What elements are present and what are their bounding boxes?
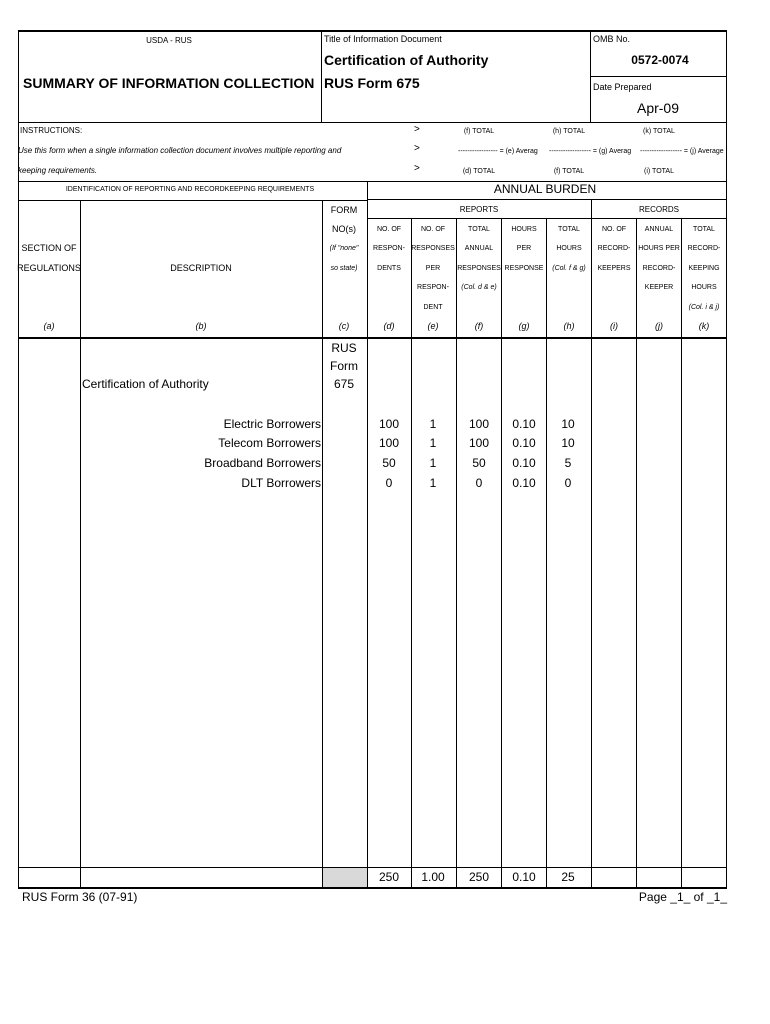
- form-no-line3: 675: [333, 377, 355, 391]
- description-text: Certification of Authority: [82, 377, 209, 391]
- row-electric-g: 0.10: [512, 417, 536, 431]
- col-c-letter: (c): [338, 321, 350, 331]
- eq-j-average: ------------------ = (j) Average: [640, 148, 724, 155]
- arrow-2: >: [414, 143, 420, 154]
- col-e-header-l4: RESPON-: [417, 284, 449, 291]
- col-f-header-l2: ANNUAL: [464, 245, 494, 252]
- col-k-letter: (k): [698, 321, 710, 331]
- i-total-label: (i) TOTAL: [644, 168, 674, 175]
- row-telecom-e: 1: [429, 436, 437, 450]
- col-f-letter: (f): [474, 321, 484, 331]
- row-dlt-f: 0: [475, 476, 483, 490]
- form-summary-title: SUMMARY OF INFORMATION COLLECTION: [23, 75, 315, 91]
- doc-title-label: Title of Information Document: [324, 34, 442, 44]
- col-h-header-l3: (Col. f & g): [552, 265, 586, 272]
- col-i-header-l2: RECORD-: [597, 245, 631, 252]
- col-d-header-l3: DENTS: [377, 265, 401, 272]
- footer-form-id: RUS Form 36 (07-91): [22, 890, 138, 904]
- col-k-header-l2: RECORD-: [687, 245, 721, 252]
- col-e-letter: (e): [427, 321, 439, 331]
- eq-e-average: ----------------- = (e) Averag: [458, 148, 538, 155]
- footer-page-number: Page _1_ of _1_: [638, 890, 727, 904]
- col-i-letter: (i): [610, 321, 618, 331]
- annual-burden-heading: ANNUAL BURDEN: [493, 182, 597, 196]
- col-a-letter: (a): [43, 321, 55, 331]
- col-h-header-l2: HOURS: [556, 245, 582, 252]
- col-g-header-l1: HOURS: [511, 226, 537, 233]
- date-prepared-value: Apr-09: [636, 100, 680, 116]
- row-broadband-g: 0.10: [512, 456, 536, 470]
- row-broadband-d: 50: [382, 456, 396, 470]
- col-j-header-l4: KEEPER: [644, 284, 674, 291]
- h-total-label: (h) TOTAL: [552, 128, 586, 135]
- col-h-letter: (h): [563, 321, 575, 331]
- col-c-header-l3: (If "none": [329, 245, 359, 252]
- arrow-1: >: [414, 124, 420, 135]
- col-g-header-l2: PER: [516, 245, 532, 252]
- col-g-letter: (g): [518, 321, 530, 331]
- row-dlt-e: 1: [429, 476, 437, 490]
- form-total-shaded-cell: [323, 868, 367, 887]
- d-total-label: (d) TOTAL: [462, 168, 496, 175]
- doc-title-line2: RUS Form 675: [324, 75, 420, 91]
- row-broadband-f: 50: [472, 456, 486, 470]
- row-telecom-f: 100: [468, 436, 490, 450]
- col-k-header-l1: TOTAL: [693, 226, 715, 233]
- row-label-electric: Electric Borrowers: [223, 417, 321, 431]
- reports-heading: REPORTS: [459, 205, 499, 214]
- total-e: 1.00: [421, 870, 445, 884]
- col-c-header-l2: NO(s): [332, 224, 356, 234]
- col-j-header-l3: RECORD-: [642, 265, 676, 272]
- col-e-header-l3: PER: [425, 265, 441, 272]
- col-d-letter: (d): [383, 321, 395, 331]
- doc-title-line1: Certification of Authority: [324, 52, 489, 68]
- total-h: 25: [561, 870, 575, 884]
- col-e-header-l5: DENT: [423, 304, 443, 311]
- instructions-line1: Use this form when a single information collection document involves multiple reporting and: [18, 146, 342, 155]
- col-f-header-l3: RESPONSES: [457, 265, 501, 272]
- row-telecom-g: 0.10: [512, 436, 536, 450]
- col-k-header-l5: (Col. i & j): [688, 304, 720, 311]
- row-electric-h: 10: [561, 417, 575, 431]
- row-electric-e: 1: [429, 417, 437, 431]
- identification-heading: IDENTIFICATION OF REPORTING AND RECORDKEEPING REQUIREMENTS: [65, 186, 315, 193]
- col-k-header-l4: HOURS: [691, 284, 717, 291]
- instructions-line2: keeping requirements.: [18, 166, 98, 175]
- col-i-header-l1: NO. OF: [601, 226, 627, 233]
- eq-g-average: ------------------ = (g) Averag: [549, 148, 632, 155]
- records-heading: RECORDS: [638, 205, 680, 214]
- col-j-letter: (j): [655, 321, 663, 331]
- row-dlt-h: 0: [564, 476, 572, 490]
- row-label-telecom: Telecom Borrowers: [218, 436, 321, 450]
- row-dlt-g: 0.10: [512, 476, 536, 490]
- form-no-line1: RUS: [331, 341, 357, 355]
- col-b-letter: (b): [195, 321, 207, 331]
- col-b-header: DESCRIPTION: [170, 263, 232, 273]
- omb-label: OMB No.: [593, 34, 631, 44]
- row-electric-f: 100: [468, 417, 490, 431]
- agency-label: USDA - RUS: [146, 36, 192, 45]
- col-j-header-l1: ANNUAL: [644, 226, 674, 233]
- f-total-label: (f) TOTAL: [463, 128, 495, 135]
- instructions-label: INSTRUCTIONS:: [20, 126, 83, 135]
- col-i-header-l3: KEEPERS: [597, 265, 631, 272]
- col-j-header-l2: HOURS PER: [638, 245, 680, 252]
- col-d-header-l1: NO. OF: [376, 226, 402, 233]
- arrow-3: >: [414, 163, 420, 174]
- col-g-header-l3: RESPONSE: [504, 265, 544, 272]
- col-e-header-l2: RESPONSES: [411, 245, 455, 252]
- row-label-broadband: Broadband Borrowers: [204, 456, 321, 470]
- row-broadband-h: 5: [564, 456, 572, 470]
- omb-number: 0572-0074: [631, 53, 689, 67]
- row-broadband-e: 1: [429, 456, 437, 470]
- col-f-header-l4: (Col. d & e): [461, 284, 497, 291]
- row-electric-d: 100: [378, 417, 400, 431]
- col-c-header-l4: so state): [330, 265, 358, 272]
- f-total2-label: (f) TOTAL: [553, 168, 585, 175]
- form-no-line2: Form: [330, 359, 358, 373]
- total-d: 250: [378, 870, 400, 884]
- row-telecom-h: 10: [561, 436, 575, 450]
- col-k-header-l3: KEEPING: [688, 265, 720, 272]
- total-g: 0.10: [512, 870, 536, 884]
- row-telecom-d: 100: [378, 436, 400, 450]
- col-f-header-l1: TOTAL: [468, 226, 490, 233]
- date-prepared-label: Date Prepared: [593, 82, 652, 92]
- col-a-header-l2: REGULATIONS: [17, 263, 81, 273]
- total-f: 250: [468, 870, 490, 884]
- row-dlt-d: 0: [385, 476, 393, 490]
- col-h-header-l1: TOTAL: [558, 226, 580, 233]
- col-e-header-l1: NO. OF: [420, 226, 446, 233]
- col-a-header-l1: SECTION OF: [21, 243, 77, 253]
- k-total-label: (k) TOTAL: [643, 128, 675, 135]
- row-label-dlt: DLT Borrowers: [241, 476, 321, 490]
- col-d-header-l2: RESPON-: [373, 245, 405, 252]
- col-c-header-l1: FORM: [330, 205, 358, 215]
